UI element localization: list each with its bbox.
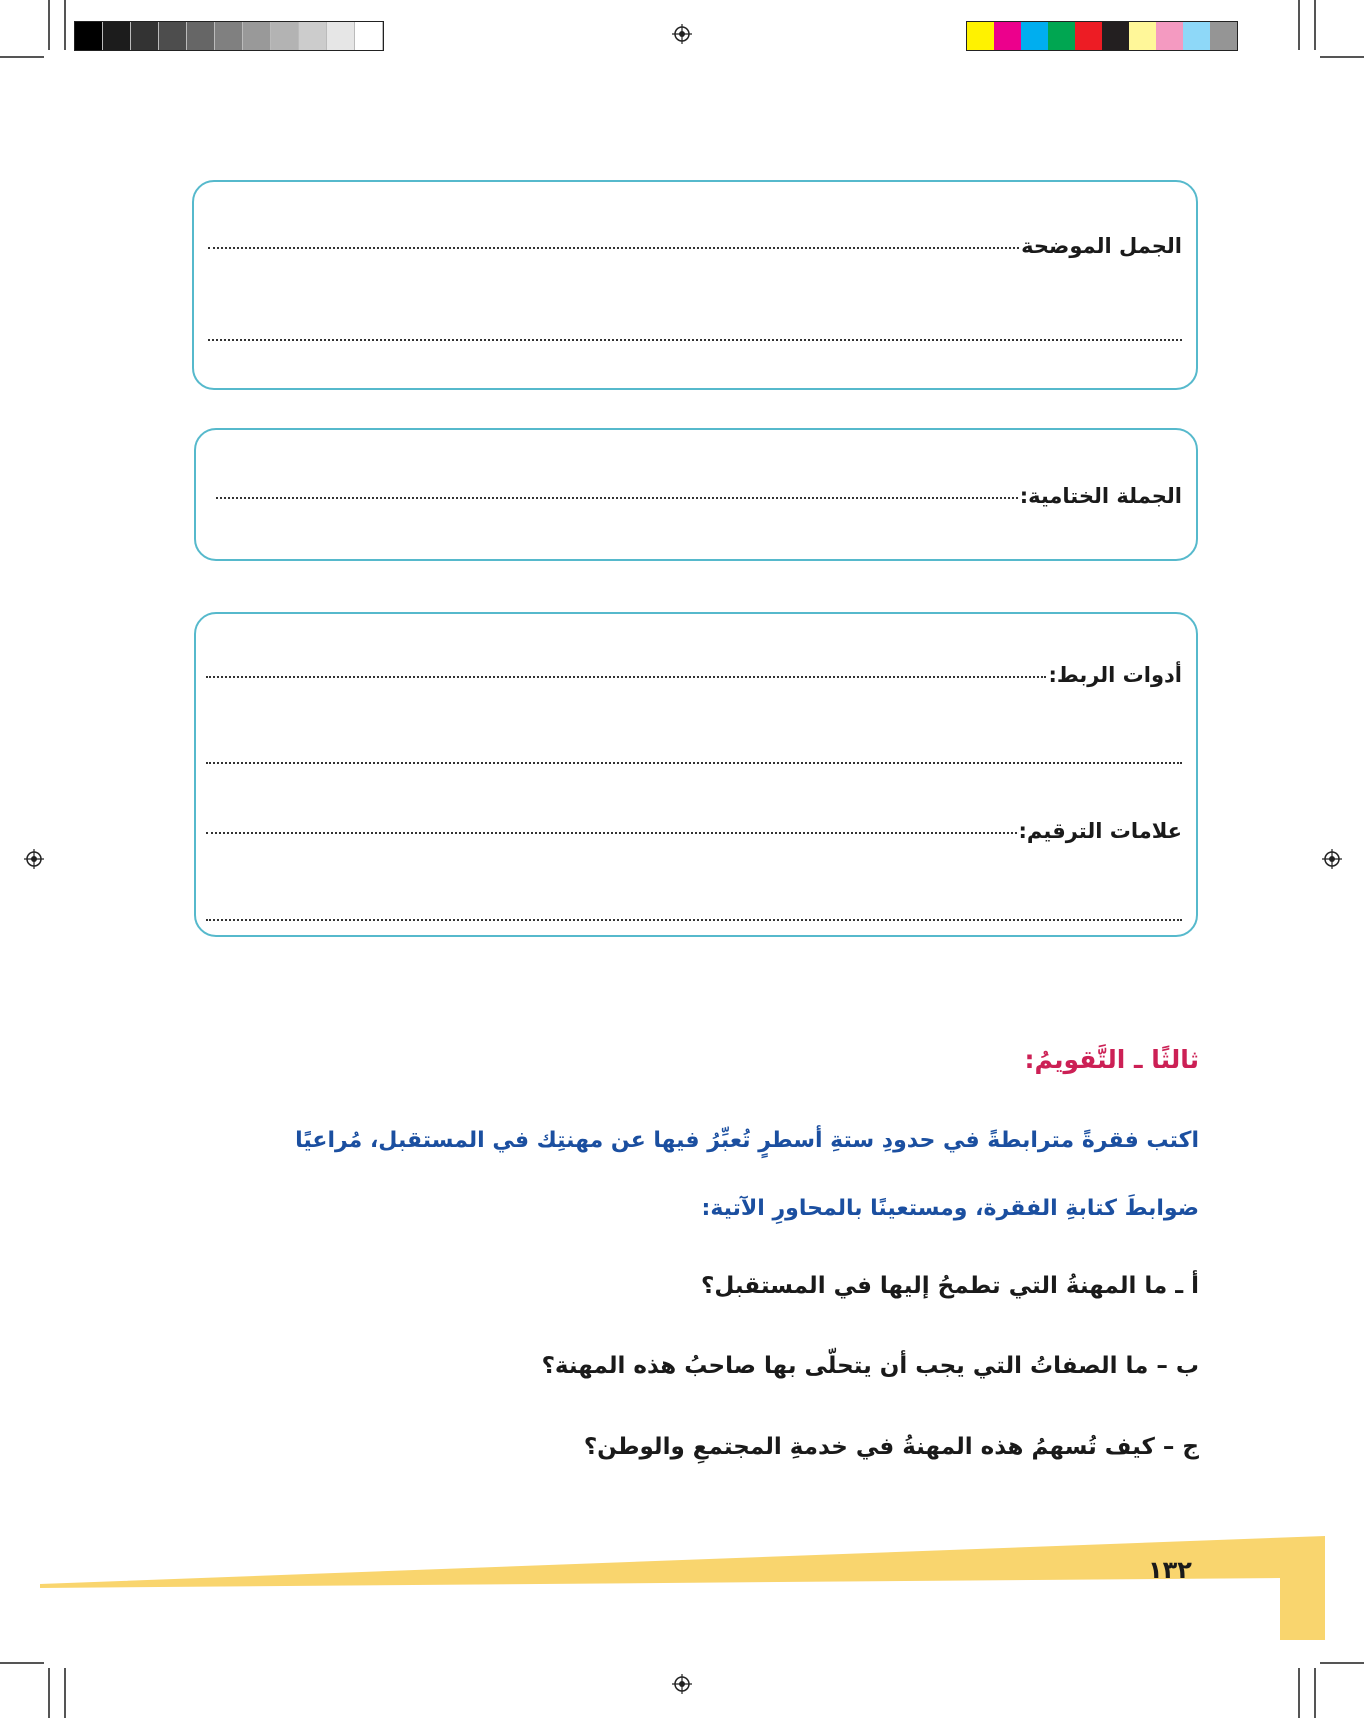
supporting-sentences-label: الجمل الموضحة (1021, 234, 1182, 258)
gray-swatch (327, 22, 355, 50)
gray-swatch (75, 22, 103, 50)
gray-swatch (243, 22, 271, 50)
footer-band (40, 1530, 1325, 1640)
gray-swatch (355, 22, 383, 50)
closing-sentence-label: الجملة الختامية: (1019, 484, 1182, 508)
question-a: أ ـ ما المهنةُ التي تطمحُ إليها في المستقبل؟ (701, 1273, 1199, 1299)
registration-mark-bottom-icon (672, 1674, 692, 1694)
registration-mark-right-icon (1322, 849, 1342, 869)
question-c: ج – كيف تُسهمُ هذه المهنةُ في خدمةِ المجتمعِ والوطن؟ (583, 1434, 1199, 1460)
supporting-sentences-row[interactable] (208, 234, 1182, 258)
connectors-row[interactable] (206, 663, 1182, 687)
gray-swatch (187, 22, 215, 50)
color-calibration-strip (966, 21, 1238, 51)
color-swatch (967, 22, 994, 50)
color-swatch (1075, 22, 1102, 50)
answer-dotted-line[interactable] (208, 339, 1182, 341)
gray-swatch (215, 22, 243, 50)
connectors-label: أدوات الربط: (1048, 663, 1182, 687)
answer-dotted-line[interactable] (206, 675, 1046, 678)
punctuation-label: علامات الترقيم: (1018, 819, 1182, 843)
color-swatch (1183, 22, 1210, 50)
instruction-line-2: ضوابطَ كتابةِ الفقرة، ومستعينًا بالمحاورِ الآتية: (701, 1196, 1199, 1221)
gray-swatch (299, 22, 327, 50)
color-swatch (1129, 22, 1156, 50)
page-number: ١٣٢ (1148, 1556, 1192, 1584)
color-swatch (1210, 22, 1237, 50)
connectors-punctuation-box (194, 612, 1198, 937)
color-swatch (994, 22, 1021, 50)
color-swatch (1048, 22, 1075, 50)
grayscale-calibration-strip (74, 21, 384, 51)
registration-mark-top-icon (672, 24, 692, 44)
color-swatch (1021, 22, 1048, 50)
closing-sentence-box (194, 428, 1198, 561)
question-b: ب – ما الصفاتُ التي يجب أن يتحلّى بها صاحبُ هذه المهنة؟ (541, 1353, 1199, 1379)
gray-swatch (103, 22, 131, 50)
color-swatch (1156, 22, 1183, 50)
answer-dotted-line[interactable] (206, 919, 1182, 921)
gray-swatch (131, 22, 159, 50)
color-swatch (1102, 22, 1129, 50)
answer-dotted-line[interactable] (206, 831, 1017, 834)
instruction-line-1: اكتب فقرةً مترابطةً في حدودِ ستةِ أسطرٍ تُعبِّرُ فيها عن مهنتِك في المستقبل، مُراعيًا (295, 1128, 1199, 1153)
gray-swatch (159, 22, 187, 50)
section-title: ثالثًا ـ التَّقويمُ: (1024, 1045, 1199, 1074)
punctuation-row[interactable] (206, 819, 1182, 843)
answer-dotted-line[interactable] (206, 762, 1182, 764)
supporting-sentences-box (192, 180, 1198, 390)
closing-sentence-row[interactable] (216, 484, 1182, 508)
registration-mark-left-icon (24, 849, 44, 869)
answer-dotted-line[interactable] (208, 246, 1019, 249)
answer-dotted-line[interactable] (216, 496, 1018, 499)
gray-swatch (271, 22, 299, 50)
